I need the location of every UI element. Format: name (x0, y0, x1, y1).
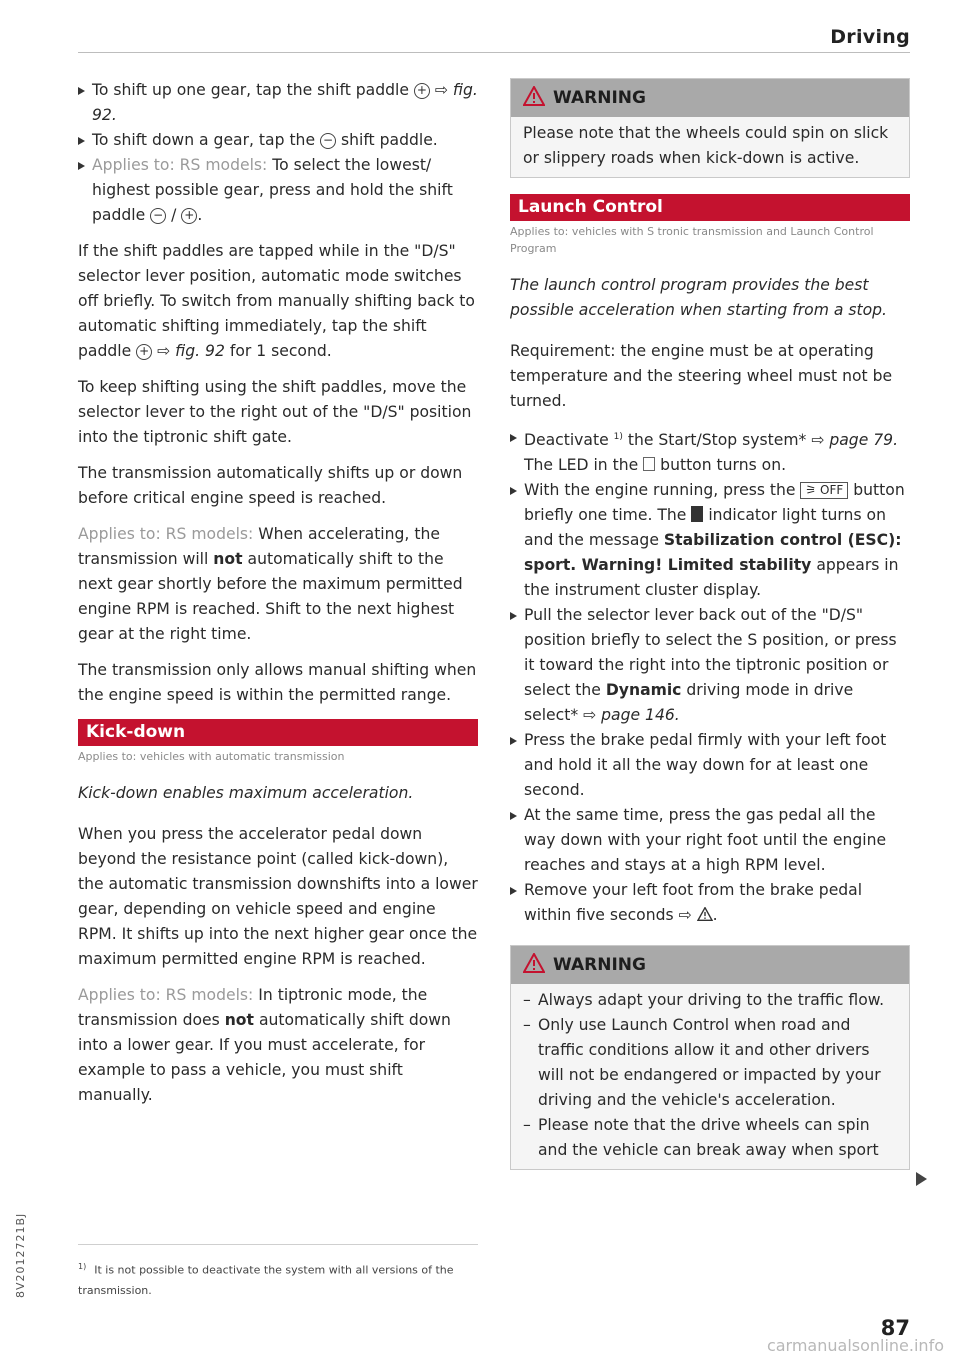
warning-body: Please note that the wheels could spin on slick or slippery roads when kick-down is active. (511, 117, 909, 177)
continued-arrow-icon (916, 1172, 927, 1186)
fig-ref[interactable]: ⇨ fig. 92. (92, 81, 478, 124)
warning-header: WARNING (511, 946, 909, 984)
kickdown-paragraph: When you press the accelerator pedal down beyond the resistance point (called kick-down), the automatic transmission downshifts into a lower gear, depending on vehicle speed and engine RPM. It shifts up into the next higher gear once the maximum permitted engine RPM is reached. (78, 825, 478, 968)
document-code: 8V2012721BJ (14, 1212, 27, 1298)
launch-control-heading: Launch Control (510, 194, 910, 221)
plus-paddle-icon: + (414, 83, 430, 99)
warning-item: – Please note that the drive wheels can spin and the vehicle can break away when sport (523, 1113, 897, 1163)
paragraph-auto-shift: The transmission automatically shifts up or down before critical engine speed is reached. (78, 464, 463, 507)
launch-control-requirement: Requirement: the engine must be at operating temperature and the steering wheel must not be turned. (510, 342, 893, 410)
launch-control-applies: Applies to: vehicles with S tronic transmission and Launch Control Program (510, 225, 874, 255)
step-deactivate-start-stop: Deactivate $^{1)}$ the Start/Stop system* ⇨ page 79. The LED in the button turns on. (510, 425, 910, 478)
minus-paddle-icon: − (150, 208, 166, 224)
kickdown-heading: Kick-down (78, 719, 478, 746)
step-brake-pedal: Press the brake pedal firmly with your left foot and hold it all the way down for at least one second. (510, 728, 910, 803)
minus-paddle-icon: − (320, 133, 336, 149)
fig-ref[interactable]: ⇨ fig. 92 (157, 342, 225, 360)
warning-item: – Always adapt your driving to the traffic flow. (523, 988, 897, 1013)
warning-header: WARNING (511, 79, 909, 117)
warning-body (511, 984, 909, 1169)
warning-triangle-icon (523, 953, 545, 973)
launch-control-intro: The launch control program provides the best possible acceleration when starting from a stop. (510, 276, 888, 319)
step-esc-off: With the engine running, press the ⚞ OFF button briefly one time. The indicator light turns on and the message Stabilization control (ESC): sport. Warning! Limited stability appears in the instrument cluster display. (510, 478, 910, 603)
esc-indicator-icon (691, 506, 703, 522)
paragraph-ds-mode: If the shift paddles are tapped while in the "D/S" selector lever position, automatic mode switches off briefly. To switch from manually shifting back to automatic shifting immediately, tap the shift paddle + ⇨ fig. 92 for 1 second. (78, 242, 475, 360)
plus-paddle-icon: + (136, 344, 152, 360)
warning-box-kickdown (510, 78, 910, 178)
section-title: Driving (830, 26, 910, 48)
footnote: $^{1)}$ It is not possible to deactivate the system with all versions of the transmission. (78, 1244, 478, 1301)
step-remove-foot: Remove your left foot from the brake pedal within five seconds ⇨ . (510, 878, 910, 928)
start-stop-button-icon (643, 457, 655, 471)
bullet-shift-down: To shift down a gear, tap the − shift paddle. (78, 128, 478, 153)
page-number: 87 (880, 1316, 910, 1340)
watermark: carmanualsonline.info (766, 1336, 944, 1355)
page-ref[interactable]: ⇨ page 146. (583, 706, 680, 725)
kickdown-rs-paragraph: Applies to: RS models: In tiptronic mode, the transmission does not automatically shift down into a lower gear. If you must accelerate, for example to pass a vehicle, you must shift manually. (78, 986, 451, 1104)
warning-ref-icon[interactable] (697, 907, 713, 921)
left-column (78, 78, 478, 1119)
plus-paddle-icon: + (181, 208, 197, 224)
paragraph-tiptronic-gate: To keep shifting using the shift paddles, move the selector lever to the right out of the "D/S" position into the tiptronic shift gate. (78, 378, 472, 446)
warning-box-launch-control (510, 945, 910, 1170)
step-select-s-position: Pull the selector lever back out of the "D/S" position briefly to select the S position, or press it toward the right into the tiptronic position or select the Dynamic driving mode in drive select* ⇨ page 146. (510, 603, 910, 728)
right-column (510, 78, 910, 1186)
paragraph-manual-range: The transmission only allows manual shifting when the engine speed is within the permitted range. (78, 661, 477, 704)
warning-item: – Only use Launch Control when road and traffic conditions allow it and other drivers will not be endangered or impacted by your driving and the vehicle's acceleration. (523, 1013, 897, 1113)
page-ref[interactable]: ⇨ page 79. (811, 431, 899, 450)
bullet-shift-up: To shift up one gear, tap the shift paddle + ⇨ fig. 92. (78, 78, 478, 128)
paragraph-rs-accelerating: Applies to: RS models: When accelerating, the transmission will not automatically shift to the next gear shortly before the maximum permitted engine RPM is reached. Shift to the next highest gear at the right time. (78, 525, 463, 643)
header-rule (78, 52, 910, 53)
kickdown-applies: Applies to: vehicles with automatic transmission (78, 750, 345, 763)
warning-triangle-icon (523, 86, 545, 106)
bullet-rs-lowest-gear: Applies to: RS models: To select the lowest/ highest possible gear, press and hold the shift paddle − / + . (78, 153, 478, 228)
step-gas-pedal: At the same time, press the gas pedal all the way down with your right foot until the engine reaches and stays at a high RPM level. (510, 803, 910, 878)
kickdown-intro: Kick-down enables maximum acceleration. (78, 784, 414, 802)
esc-off-button-icon: ⚞ OFF (800, 482, 848, 499)
